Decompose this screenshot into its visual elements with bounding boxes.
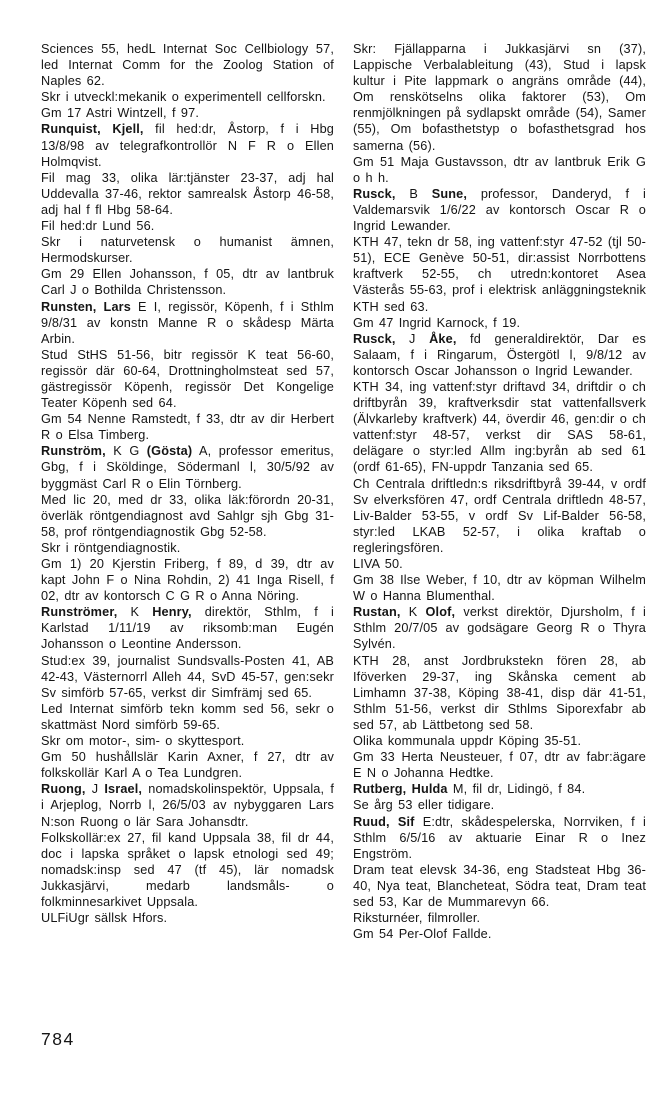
family-paragraph (353, 749, 646, 781)
text-run: Se årg 53 eller tidigare. (353, 798, 495, 813)
career-paragraph (353, 862, 646, 910)
entry-rusck-ake (353, 331, 646, 379)
entry-headword: Runström, (41, 444, 106, 459)
text-run: fd generaldirektör, Dar es Salaam, f i Ringarum, Östergötl l, 9/8/12 av kontorsch Oscar Johansson o Ingrid Lewander. (353, 331, 646, 378)
entry-runstrom (41, 443, 334, 491)
degree-paragraph (41, 218, 334, 234)
text-run: Gm 33 Herta Neusteuer, f 07, dtr av fabr:ägare E N o Johanna Hedtke. (353, 750, 646, 781)
text-run: KTH 34, ing vattenf:styr driftavd 34, driftdir o ch driftbyrån 39, kraftverksdir stat vattenfallsverk (Älvkarleby kraftverk) 44, överdir 46, gen:dir o ch vattenf:styr 48-57, verkst dir SAS 58-61, delägare o styr:led Allm ing:byrån ab sed 61 (ordf 61-65), FN-uppdr Tanzania sed 65. (353, 379, 646, 475)
text-run: Gm 51 Maja Gustavsson, dtr av lantbruk Erik G o h h. (353, 154, 646, 185)
text-run: Gm 17 Astri Wintzell, f 97. (41, 106, 199, 121)
family-paragraph (41, 749, 334, 781)
text-run: Olika kommunala uppdr Köping 35-51. (353, 734, 582, 749)
works-paragraph (41, 540, 334, 556)
text-run: K G (105, 444, 147, 459)
text-run: Gm 54 Nenne Ramstedt, f 33, dtr av dir Herbert R o Elsa Timberg. (41, 412, 334, 443)
career-paragraph (353, 653, 646, 733)
entry-ruong (41, 781, 334, 829)
text-run: Dram teat elevsk 34-36, eng Stadsteat Hbg 36-40, Nya teat, Blancheteat, Södra teat, Dram teat sed 53, Kar de Mummarevyn 66. (353, 862, 646, 909)
entry-runquist (41, 121, 334, 169)
family-paragraph (41, 105, 334, 121)
text-run: Gm 54 Per-Olof Fallde. (353, 927, 492, 942)
text-run: Fil mag 33, olika lär:tjänster 23-37, adj hal Uddevalla 37-46, rektor samrealsk Åstorp 46-58, adj hal f fl Hbg 58-64. (41, 170, 334, 217)
career-paragraph (41, 347, 334, 411)
entry-runsten (41, 299, 334, 347)
continuation-paragraph (41, 41, 334, 89)
entry-ruud (353, 814, 646, 862)
entry-headword: (Gösta) (146, 444, 193, 459)
family-paragraph (41, 266, 334, 298)
works-paragraph (353, 41, 646, 154)
entry-headword: Henry, (152, 605, 192, 620)
entry-headword: Ruud, Sif (353, 814, 415, 829)
text-run: Gm 47 Ingrid Karnock, f 19. (353, 315, 521, 330)
text-run: Skr om motor-, sim- o skyttesport. (41, 734, 245, 749)
page-number: 784 (41, 1029, 75, 1049)
text-run: verkst direktör, Djursholm, f i Sthlm 20/7/05 av godsägare Georg R o Thyra Sylvén. (353, 605, 646, 652)
text-run: Gm 50 hushållslär Karin Axner, f 27, dtr av folkskollär Karl A o Tea Lundgren. (41, 750, 334, 781)
works-paragraph (41, 234, 334, 266)
text-run: Ch Centrala driftledn:s riksdriftbyrå 39-44, v ordf Sv elverksfören 47, ordf Centrala driftledn 48-57, Liv-Balder 53-55, v ordf Sv Lif-Balder 56-58, styr:led LKAB 52-57, i olika kraftab o regleringsfören. (353, 476, 646, 555)
text-run: ULFiUgr sällsk Hfors. (41, 911, 168, 926)
entry-headword: Runströmer, (41, 605, 118, 620)
text-run: J (85, 782, 105, 797)
text-run: professor, Danderyd, f i Valdemarsvik 1/6/22 av kontorsch Oscar R o Ingrid Lewander. (353, 186, 647, 234)
entry-rusck-sune (353, 186, 646, 234)
membership-paragraph (41, 910, 334, 926)
column-right (353, 41, 646, 942)
entry-headword: Runsten, Lars (41, 299, 131, 314)
text-run: K (400, 605, 426, 620)
works-paragraph (41, 89, 334, 105)
text-run: Stud StHS 51-56, bitr regissör K teat 56-60, regissör där 60-64, Drottningholmsteat sed 57, gästregissör Köpenh, regissör Det Kongelige Teater Köpenh sed 64. (41, 347, 334, 411)
text-run: Skr i röntgendiagnostik. (41, 540, 181, 555)
family-paragraph (353, 926, 646, 942)
text-run: Fil hed:dr Lund 56. (41, 219, 155, 234)
entry-headword: Rusck, (353, 331, 396, 346)
text-run: Stud:ex 39, journalist Sundsvalls-Posten 41, AB 42-43, Västernorrl Alleh 44, SvD 45-57, gen:sekr Sv simförb 57-65, verkst dir Simfrämj sed 65. (41, 653, 334, 700)
entry-headword: Runquist, Kjell, (41, 122, 144, 137)
family-paragraph (41, 556, 334, 604)
text-run: Riksturnéer, filmroller. (353, 911, 481, 926)
text-run: B (395, 186, 432, 201)
text-run: M, fil dr, Lidingö, f 84. (447, 782, 586, 797)
text-run: direktör, Sthlm, f i Karlstad 1/11/19 av riksomb:man Eugén Johansson o Leontine Andersson. (41, 605, 334, 652)
text-run: K (117, 605, 153, 620)
text-run: fil hed:dr, Åstorp, f i Hbg 13/8/98 av telegrafkontrollör N F R o Ellen Holmqvist. (41, 122, 334, 169)
entry-headword: Rustan, (353, 605, 401, 620)
membership-paragraph (353, 556, 646, 572)
text-run: Gm 1) 20 Kjerstin Friberg, f 89, d 39, dtr av kapt John F o Nina Rohdin, 2) 41 Inga Risell, f 02, dtr av kontorsch C G R o Anna Nöring. (41, 557, 334, 604)
text-run: Skr i naturvetensk o humanist ämnen, Hermodskurser. (41, 235, 334, 266)
text-run: Med lic 20, med dr 33, olika läk:förordn 20-31, överläk röntgendiagnost avd Sahlgr sjh Gbg 31-58, prof röntgendiagnostik Gbg 52-58. (41, 492, 334, 539)
career-paragraph (353, 379, 646, 476)
entry-rutberg (353, 781, 646, 797)
text-run: E I, regissör, Köpenh, f i Sthlm 9/8/31 av konstn Manne R o skådesp Märta Arbin. (41, 299, 334, 346)
entry-rustan (353, 604, 646, 652)
reference-paragraph (353, 797, 646, 813)
entry-headword: Israel, (104, 782, 143, 797)
text-run: Skr i utveckl:mekanik o experimentell cellforskn. (41, 90, 326, 105)
career-paragraph (41, 830, 334, 910)
career-paragraph (41, 653, 334, 701)
family-paragraph (353, 572, 646, 604)
entry-headword: Rusck, (353, 186, 396, 201)
assignments-paragraph (353, 733, 646, 749)
text-run: E:dtr, skådespelerska, Norrviken, f i Sthlm 6/5/16 av aktuarie Einar R o Inez Engström. (353, 814, 646, 861)
entry-headword: Ruong, (41, 782, 86, 797)
assignments-paragraph (353, 910, 646, 926)
works-paragraph (41, 733, 334, 749)
assignments-paragraph (353, 476, 646, 556)
family-paragraph (41, 411, 334, 443)
family-paragraph (353, 154, 646, 186)
entry-headword: Sune, (431, 186, 468, 201)
career-paragraph (353, 234, 646, 314)
text-run: Sciences 55, hedL Internat Soc Cellbiology 57, led Internat Comm for the Zoolog Station of Naples 62. (41, 42, 334, 89)
text-run: KTH 28, anst Jordbrukstekn fören 28, ab Iföverken 29-37, ing Skånska cement ab Limhamn 37-38, Köping 38-41, disp där 41-51, Sthlm 51-56, verkst dir Sthlms Siporexfabr ab sed 57, ab Lättbetong sed 58. (353, 653, 646, 732)
assignments-paragraph (41, 701, 334, 733)
text-run: Gm 38 Ilse Weber, f 10, dtr av köpman Wilhelm W o Hanna Blumenthal. (353, 573, 646, 604)
text-run: A, professor emeritus, Gbg, f i Sköldinge, Södermanl l, 30/5/92 av byggmäst Carl R o Elin Törnberg. (41, 444, 334, 491)
column-left (41, 41, 334, 942)
text-run: Skr: Fjällapparna i Jukkasjärvi sn (37), Lappische Verbalableitung (43), Stud i lapsk kultur i Pite lappmark o angräns område (44), Om renskötselns olika faktorer (53), Om renmjölkningen på sydlapskt område (54), Samer (55), Om bofasthetstyp o bofasthetsgrad hos samerna (56). (353, 42, 646, 153)
family-paragraph (353, 315, 646, 331)
text-run: Led Internat simförb tekn komm sed 56, sekr o skattmäst Nord simförb 59-65. (41, 701, 334, 732)
text-run: J (395, 331, 430, 346)
text-run: nomadskolinspektör, Uppsala, f i Arjeplog, Norrb l, 26/5/03 av nybyggaren Lars N:son Ruong o lär Sara Johansdtr. (41, 782, 334, 829)
entry-runstromer (41, 604, 334, 652)
text-run: LIVA 50. (353, 557, 403, 571)
text-run: Folkskollär:ex 27, fil kand Uppsala 38, fil dr 44, doc i lapska språket o lapsk etnologi sed 49; nomadsk:insp sed 47 (tf 45), lär nomadsk Jukkasjärvi, medarb landsmåls- o folkminnesarkivet Uppsala. (41, 830, 334, 909)
text-run: KTH 47, tekn dr 58, ing vattenf:styr 47-52 (tjl 50-51), ECE Genève 50-51, dir:assist Norrbottens kraftverk 52-55, ch utredn:kontoret Asea Västerås 55-63, prof i elektrisk anläggningsteknik KTH sed 63. (353, 235, 646, 314)
career-paragraph (41, 492, 334, 540)
entry-headword: Olof, (425, 605, 456, 620)
text-run: Gm 29 Ellen Johansson, f 05, dtr av lantbruk Carl J o Bothilda Christensson. (41, 267, 334, 298)
entry-headword: Åke, (429, 331, 457, 346)
entry-headword: Rutberg, Hulda (353, 782, 448, 797)
career-paragraph (41, 170, 334, 218)
